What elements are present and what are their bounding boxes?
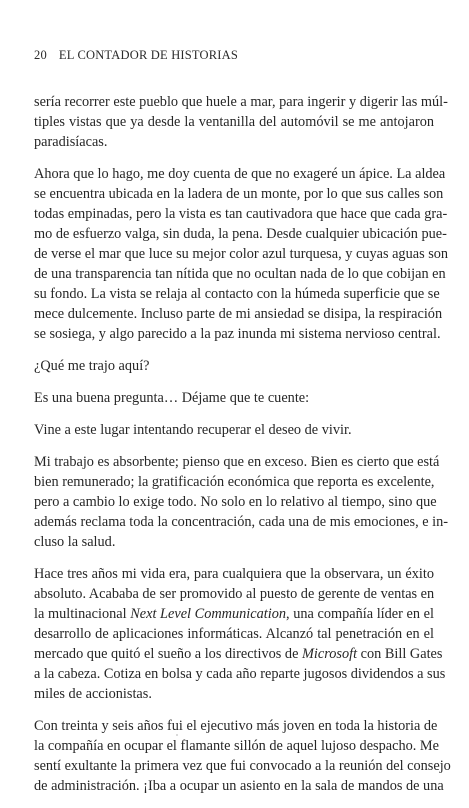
- text-line: absoluto. Acababa de ser promovido al puesto de gerente de ventas en: [34, 586, 435, 602]
- text-line: además reclama toda la concentración, cada una de mis emociones, e in-: [34, 514, 449, 530]
- text-line: ¿Qué me trajo aquí?: [34, 358, 150, 374]
- text-line: Ahora que lo hago, me doy cuenta de que no exageré un ápice. La aldea: [34, 166, 446, 182]
- text-fragment: mercado que quitó el sueño a los directivos de: [34, 646, 302, 662]
- paragraph: [34, 164, 449, 344]
- text-fragment: con Bill Gates: [357, 646, 443, 662]
- paragraph: [34, 356, 434, 376]
- text-line: paradisíacas.: [34, 134, 108, 150]
- text-fragment: , una compañía líder en el: [286, 606, 434, 622]
- text-line: sentí exultante la primera vez que fui convocado a la reunión del consejo: [34, 758, 451, 774]
- paragraph: [34, 452, 449, 552]
- paragraph: [34, 420, 434, 440]
- text-line: mo de esfuerzo valga, sin duda, la pena. Desde cualquier ubicación pue-: [34, 226, 447, 242]
- text-line: a la cabeza. Cotiza en bolsa y cada año reparte jugosos dividendos a sus: [34, 666, 446, 682]
- text-line: la compañía en ocupar el flamante sillón de aquel lujoso despacho. Me: [34, 738, 439, 754]
- text-line: mece dulcemente. Incluso parte de mi ansiedad se disipa, la respiración: [34, 306, 443, 322]
- paragraph: [34, 92, 448, 152]
- text-line: bien remunerado; la gratificación económica que reporta es excelente,: [34, 474, 435, 490]
- text-fragment: la multinacional: [34, 606, 131, 622]
- text-line: desarrollo de aplicaciones informáticas. Alcanzó tal penetración en el: [34, 626, 434, 642]
- text-line: Es una buena pregunta… Déjame que te cuente:: [34, 390, 310, 406]
- text-line: [34, 604, 434, 624]
- text-line: Con treinta y seis años fui el ejecutivo más joven en toda la historia de: [34, 718, 438, 734]
- paragraph: [34, 564, 446, 704]
- text-line: tiples vistas que ya desde la ventanilla del automóvil se me antojaron: [34, 114, 434, 130]
- text-line: miles de accionistas.: [34, 686, 152, 702]
- text-line: Hace tres años mi vida era, para cualquiera que la observara, un éxito: [34, 566, 434, 582]
- book-title: EL CONTADOR DE HISTORIAS: [58, 48, 239, 62]
- text-line: sería recorrer este pueblo que huele a mar, para ingerir y digerir las múl-: [34, 94, 448, 110]
- text-line: de una transparencia tan nítida que no ocultan nada de lo que cobijan en: [34, 266, 446, 282]
- running-header: [34, 48, 238, 63]
- text-line: [34, 644, 443, 664]
- text-line: pero a cambio lo exige todo. No solo en lo relativo al tiempo, sino que: [34, 494, 437, 510]
- text-line: Mi trabajo es absorbente; pienso que en exceso. Bien es cierto que está: [34, 454, 440, 470]
- text-line: de administración. ¡Iba a ocupar un asiento en la sala de mandos de una: [34, 778, 444, 794]
- text-line: de verse el mar que luce su mejor color azul turquesa, y cuyas aguas son: [34, 246, 449, 262]
- company-name: Next Level Communication: [130, 606, 286, 622]
- text-line: todas empinadas, pero la vista es tan cautivadora que hace que cada gra-: [34, 206, 448, 222]
- page-body: [34, 92, 451, 808]
- page-number: 20: [34, 48, 47, 62]
- text-line: se sosiega, y algo parecido a la paz inunda mi sistema nervioso central.: [34, 326, 441, 342]
- paragraph: [34, 716, 451, 796]
- text-line: su fondo. La vista se relaja al contacto con la húmeda superficie que se: [34, 286, 440, 302]
- text-line: se encuentra ubicada en la ladera de un monte, por lo que sus calles son: [34, 186, 444, 202]
- text-line: cluso la salud.: [34, 534, 116, 550]
- paragraph: [34, 388, 434, 408]
- brand-name: Microsoft: [302, 646, 358, 662]
- text-line: Vine a este lugar intentando recuperar el deseo de vivir.: [34, 422, 352, 438]
- paper-speck: [176, 734, 178, 736]
